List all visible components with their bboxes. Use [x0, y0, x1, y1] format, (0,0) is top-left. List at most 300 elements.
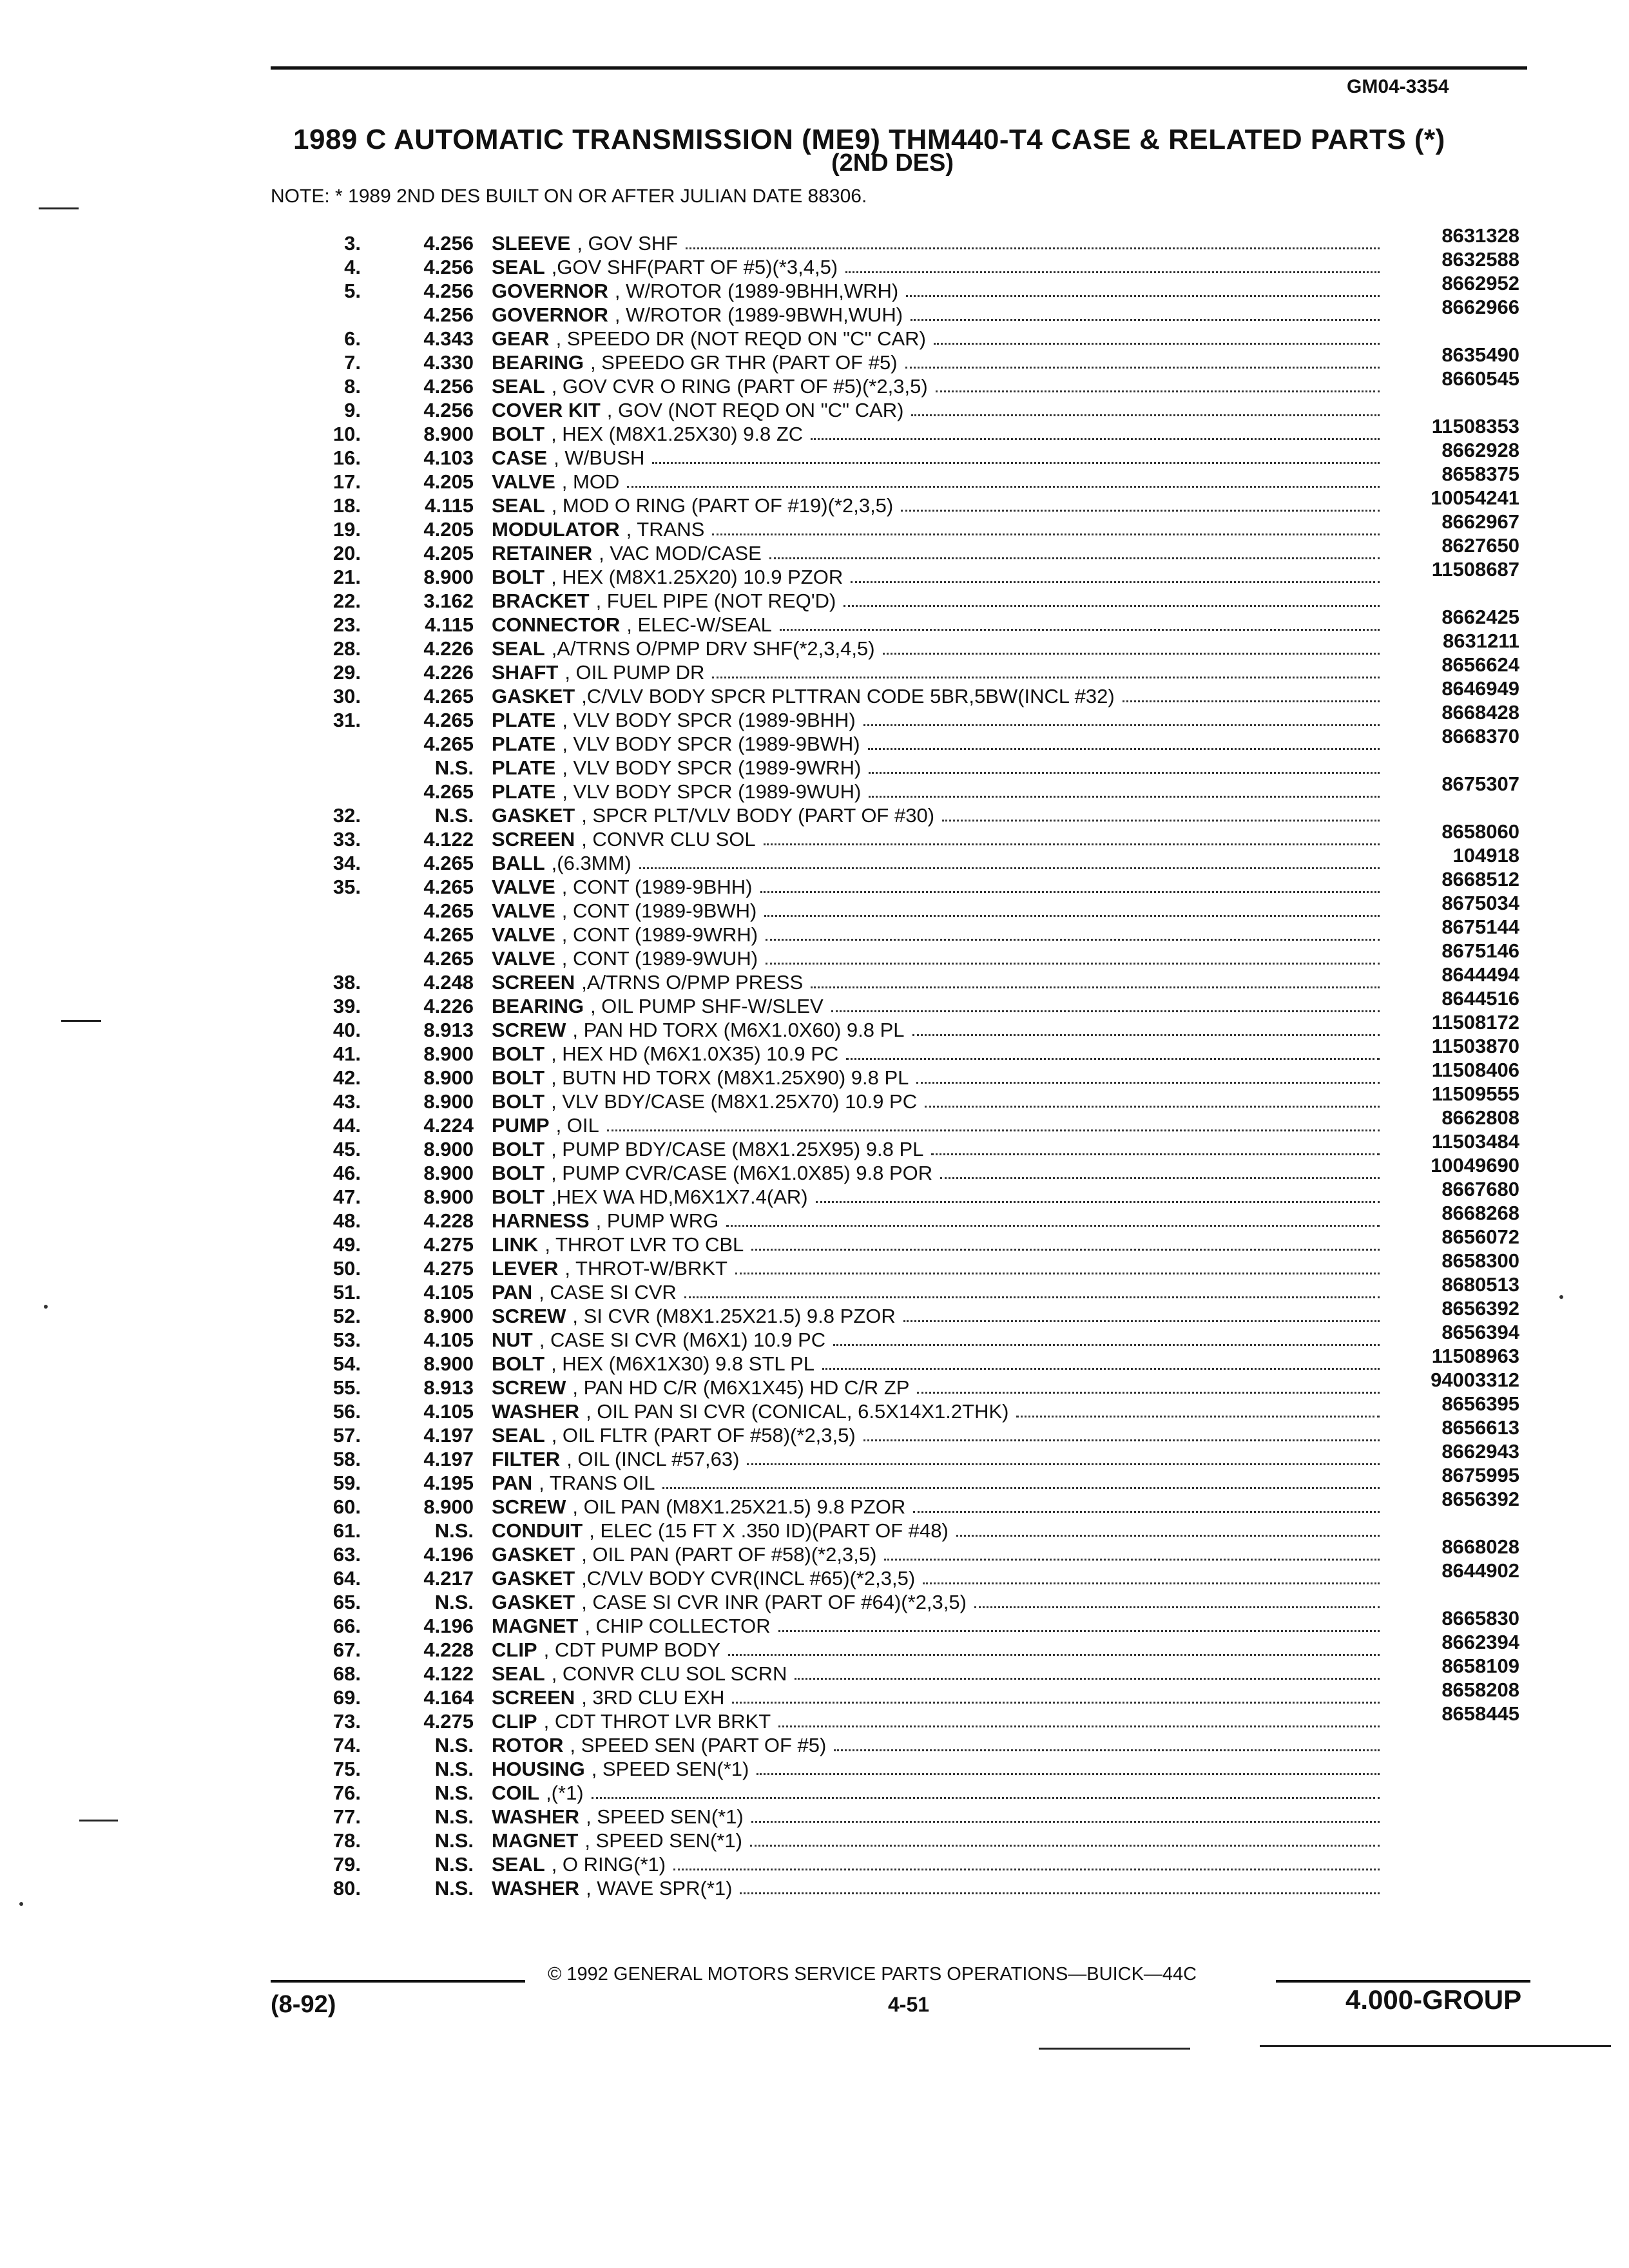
part-row: [0, 272, 1629, 303]
ref-number: 17.: [333, 470, 361, 493]
group-number: 8.900: [423, 1138, 474, 1160]
dot-leader: [869, 780, 1380, 798]
dot-leader: [942, 804, 1380, 822]
page-subtitle: (2ND DES): [831, 149, 954, 177]
part-row: [0, 224, 1629, 256]
part-name: GASKET: [492, 1591, 575, 1613]
part-description: [492, 1734, 1387, 1757]
part-description: [492, 1257, 1387, 1280]
part-description: [492, 947, 1387, 970]
dot-leader: [684, 1281, 1380, 1298]
dot-leader: [726, 1209, 1380, 1227]
part-name: GOVERNOR: [492, 280, 608, 302]
part-number: 8644516: [1441, 987, 1519, 1010]
part-description: [492, 1090, 1387, 1113]
ref-number: 23.: [333, 613, 361, 636]
part-detail: , THROT-W/BRKT: [564, 1257, 728, 1280]
dot-leader: [912, 1019, 1380, 1036]
margin-mark: [39, 207, 79, 209]
part-row: [0, 1035, 1629, 1066]
part-number: 8662425: [1441, 606, 1519, 628]
part-row: [0, 653, 1629, 685]
dot-leader: [728, 1639, 1380, 1656]
part-number: 94003312: [1431, 1369, 1519, 1391]
ref-number: 79.: [333, 1853, 361, 1876]
group-number: N.S.: [434, 1853, 474, 1876]
part-row: [0, 399, 1629, 423]
part-name: BOLT: [492, 566, 545, 588]
part-name: VALVE: [492, 876, 555, 898]
group-number: N.S.: [434, 1519, 474, 1542]
dot-leader: [906, 280, 1380, 297]
dot-leader: [780, 613, 1380, 631]
part-name: BALL: [492, 852, 545, 874]
part-row: [0, 1607, 1629, 1639]
dot-leader: [901, 494, 1380, 512]
part-detail: , OIL PUMP SHF-W/SLEV: [590, 995, 824, 1017]
part-name: MODULATOR: [492, 518, 620, 541]
document-code: GM04-3354: [1347, 76, 1449, 97]
dot-leader: [846, 1043, 1380, 1060]
dot-leader: [936, 375, 1380, 392]
part-name: ROTOR: [492, 1734, 564, 1756]
part-number: 11508406: [1431, 1059, 1519, 1081]
part-row: [0, 1130, 1629, 1162]
part-number: 11503484: [1431, 1130, 1519, 1153]
part-name: PAN: [492, 1472, 533, 1494]
part-description: [492, 1424, 1387, 1447]
part-row: [0, 1829, 1629, 1853]
part-detail: , MOD O RING (PART OF #19)(*2,3,5): [551, 494, 894, 517]
ref-number: 67.: [333, 1639, 361, 1661]
part-name: HARNESS: [492, 1209, 590, 1232]
part-name: SEAL: [492, 1662, 545, 1685]
part-detail: , W/ROTOR (1989-9BWH,WUH): [614, 303, 903, 326]
part-detail: , VLV BDY/CASE (M8X1.25X70) 10.9 PC: [551, 1090, 918, 1113]
ref-number: 69.: [333, 1686, 361, 1709]
part-detail: , CDT PUMP BODY: [543, 1639, 721, 1661]
part-number: 11508687: [1431, 558, 1519, 581]
dot-leader: [811, 971, 1380, 988]
part-description: [492, 1209, 1387, 1233]
ref-number: 18.: [333, 494, 361, 517]
part-description: [492, 1376, 1387, 1399]
part-detail: , OIL PUMP DR: [564, 661, 705, 684]
dot-leader: [735, 1257, 1380, 1274]
ref-number: 52.: [333, 1305, 361, 1327]
part-name: PAN: [492, 1281, 533, 1303]
ref-number: 78.: [333, 1829, 361, 1852]
group-number: 4.226: [423, 637, 474, 660]
part-name: BOLT: [492, 1090, 545, 1113]
group-number: 8.900: [423, 1186, 474, 1208]
group-number: 8.900: [423, 1495, 474, 1518]
part-description: [492, 399, 1387, 422]
ref-number: 19.: [333, 518, 361, 541]
part-description: [492, 828, 1387, 851]
part-name: CONDUIT: [492, 1519, 583, 1542]
part-detail: , W/ROTOR (1989-9BHH,WRH): [614, 280, 899, 302]
part-detail: ,GOV SHF(PART OF #5)(*3,4,5): [551, 256, 838, 278]
part-description: [492, 1472, 1387, 1495]
group-number: 4.226: [423, 995, 474, 1017]
part-row: [0, 1488, 1629, 1519]
part-row: [0, 701, 1629, 733]
ref-number: 35.: [333, 876, 361, 898]
part-number: 8675034: [1441, 892, 1519, 914]
ref-number: 33.: [333, 828, 361, 850]
part-row: [0, 463, 1629, 494]
part-detail: , CONT (1989-9BHH): [561, 876, 753, 898]
ref-number: 51.: [333, 1281, 361, 1303]
dot-leader: [851, 566, 1380, 583]
dot-leader: [740, 1877, 1380, 1894]
part-detail: , GOV (NOT REQD ON "C" CAR): [606, 399, 904, 421]
part-number: 8656395: [1441, 1392, 1519, 1415]
dot-leader: [732, 1686, 1380, 1704]
part-description: [492, 590, 1387, 613]
part-detail: , THROT LVR TO CBL: [545, 1233, 744, 1256]
part-row: [0, 1297, 1629, 1329]
part-description: [492, 876, 1387, 899]
part-row: [0, 773, 1629, 804]
part-name: GASKET: [492, 804, 575, 827]
group-number: 8.900: [423, 423, 474, 445]
part-row: [0, 1519, 1629, 1543]
part-description: [492, 303, 1387, 327]
part-row: [0, 1853, 1629, 1877]
ref-number: 41.: [333, 1043, 361, 1065]
part-row: [0, 963, 1629, 995]
part-row: [0, 1154, 1629, 1186]
group-label: 4.000-GROUP: [1345, 1984, 1522, 2015]
ref-number: 6.: [344, 327, 361, 350]
ref-number: 49.: [333, 1233, 361, 1256]
group-number: 4.256: [423, 256, 474, 278]
group-number: 4.343: [423, 327, 474, 350]
dot-leader: [764, 899, 1380, 917]
dot-leader: [913, 1495, 1380, 1513]
part-description: [492, 852, 1387, 875]
part-name: FILTER: [492, 1448, 561, 1470]
top-rule: [271, 66, 1527, 70]
part-description: [492, 1162, 1387, 1185]
part-detail: , SPEEDO GR THR (PART OF #5): [590, 351, 898, 374]
part-number: 8668268: [1441, 1202, 1519, 1224]
dot-leader: [627, 470, 1380, 488]
part-detail: , SPEED SEN(*1): [591, 1758, 749, 1780]
ref-number: 66.: [333, 1615, 361, 1637]
part-detail: ,C/VLV BODY SPCR PLTTRAN CODE 5BR,5BW(INCL #32): [581, 685, 1115, 707]
ref-number: 4.: [344, 256, 361, 278]
dot-leader: [916, 1066, 1380, 1084]
ref-number: 42.: [333, 1066, 361, 1089]
part-number: 8662943: [1441, 1440, 1519, 1463]
part-detail: , O RING(*1): [551, 1853, 666, 1876]
part-row: [0, 844, 1629, 876]
part-number: 8668028: [1441, 1535, 1519, 1558]
part-name: PUMP: [492, 1114, 550, 1137]
part-number: 8658375: [1441, 463, 1519, 485]
dot-leader: [868, 733, 1380, 750]
part-description: [492, 1686, 1387, 1709]
parts-list: [0, 224, 1629, 1901]
part-number: 8632588: [1441, 248, 1519, 271]
part-number: 8662952: [1441, 272, 1519, 294]
margin-mark: [1039, 2048, 1190, 2050]
part-name: SEAL: [492, 637, 545, 660]
part-row: [0, 868, 1629, 899]
dot-leader: [833, 1329, 1380, 1346]
part-number: 11509555: [1431, 1082, 1519, 1105]
group-number: 8.900: [423, 566, 474, 588]
part-description: [492, 1853, 1387, 1876]
part-number: 8662966: [1441, 296, 1519, 318]
part-row: [0, 1631, 1629, 1662]
dot-leader: [925, 1090, 1380, 1108]
part-description: [492, 494, 1387, 517]
margin-dot: [1559, 1295, 1563, 1299]
part-name: PLATE: [492, 780, 556, 803]
part-number: 8635490: [1441, 343, 1519, 366]
dot-leader: [1016, 1400, 1380, 1418]
part-detail: , TRANS: [626, 518, 705, 541]
part-number: 8644494: [1441, 963, 1519, 986]
ref-number: 55.: [333, 1376, 361, 1399]
dot-leader: [911, 399, 1380, 416]
part-detail: ,A/TRNS O/PMP PRESS: [581, 971, 804, 994]
ref-number: 75.: [333, 1758, 361, 1780]
part-description: [492, 1281, 1387, 1304]
dot-leader: [750, 1829, 1380, 1847]
part-row: [0, 1059, 1629, 1090]
part-description: [492, 709, 1387, 732]
part-detail: ,C/VLV BODY CVR(INCL #65)(*2,3,5): [581, 1567, 916, 1590]
part-row: [0, 1392, 1629, 1424]
ref-number: 10.: [333, 423, 361, 445]
group-number: 4.205: [423, 542, 474, 564]
part-number: 10049690: [1431, 1154, 1519, 1177]
dot-leader: [905, 351, 1380, 369]
ref-number: 44.: [333, 1114, 361, 1137]
ref-number: 30.: [333, 685, 361, 707]
part-name: SEAL: [492, 494, 545, 517]
part-description: [492, 1138, 1387, 1161]
part-name: SCREW: [492, 1305, 566, 1327]
group-number: 4.217: [423, 1567, 474, 1590]
group-number: 4.275: [423, 1233, 474, 1256]
group-number: 4.105: [423, 1329, 474, 1351]
ref-number: 39.: [333, 995, 361, 1017]
part-row: [0, 1321, 1629, 1352]
part-row: [0, 1369, 1629, 1400]
part-row: [0, 367, 1629, 399]
part-detail: , HEX HD (M6X1.0X35) 10.9 PC: [551, 1043, 839, 1065]
part-description: [492, 1591, 1387, 1614]
part-name: CASE: [492, 447, 548, 469]
part-row: [0, 1440, 1629, 1472]
ref-number: 34.: [333, 852, 361, 874]
ref-number: 40.: [333, 1019, 361, 1041]
part-row: [0, 1559, 1629, 1591]
part-number: 8656392: [1441, 1297, 1519, 1320]
ref-number: 43.: [333, 1090, 361, 1113]
dot-leader: [795, 1662, 1380, 1680]
group-number: 4.205: [423, 470, 474, 493]
part-number: 8662967: [1441, 510, 1519, 533]
part-detail: , SPEED SEN(*1): [584, 1829, 742, 1852]
part-number: 8631211: [1443, 629, 1519, 652]
dot-leader: [652, 447, 1380, 464]
dot-leader: [863, 1424, 1380, 1441]
ref-number: 63.: [333, 1543, 361, 1566]
dot-leader: [940, 1162, 1380, 1179]
part-detail: , SI CVR (M8X1.25X21.5) 9.8 PZOR: [572, 1305, 896, 1327]
part-name: BEARING: [492, 995, 584, 1017]
part-number: 8675995: [1441, 1464, 1519, 1486]
part-number: 8656392: [1441, 1488, 1519, 1510]
part-description: [492, 804, 1387, 827]
part-detail: , SPEED SEN (PART OF #5): [570, 1734, 827, 1756]
group-number: 4.196: [423, 1615, 474, 1637]
part-detail: , SPEED SEN(*1): [586, 1805, 744, 1828]
group-number: N.S.: [434, 1734, 474, 1756]
part-detail: , WAVE SPR(*1): [586, 1877, 733, 1899]
part-name: SCREEN: [492, 971, 575, 994]
part-number: 8675307: [1441, 773, 1519, 795]
part-row: [0, 1655, 1629, 1686]
footer-left-rule: [271, 1980, 525, 1983]
part-row: [0, 415, 1629, 447]
part-description: [492, 661, 1387, 684]
part-detail: , OIL PAN (PART OF #58)(*2,3,5): [581, 1543, 877, 1566]
part-description: [492, 280, 1387, 303]
part-description: [492, 613, 1387, 637]
part-name: WASHER: [492, 1400, 580, 1423]
group-number: 4.256: [423, 280, 474, 302]
ref-number: 58.: [333, 1448, 361, 1470]
part-detail: , CASE SI CVR INR (PART OF #64)(*2,3,5): [581, 1591, 967, 1613]
dot-leader: [956, 1519, 1380, 1537]
part-description: [492, 637, 1387, 660]
part-description: [492, 923, 1387, 947]
part-detail: , PAN HD TORX (M6X1.0X60) 9.8 PL: [572, 1019, 905, 1041]
part-detail: , PUMP CVR/CASE (M6X1.0X85) 9.8 POR: [551, 1162, 933, 1184]
part-row: [0, 1464, 1629, 1495]
part-name: HOUSING: [492, 1758, 585, 1780]
group-number: 4.115: [425, 494, 474, 517]
part-description: [492, 232, 1387, 255]
part-detail: , VLV BODY SPCR (1989-9WUH): [562, 780, 862, 803]
group-number: 8.913: [423, 1019, 474, 1041]
dot-leader: [766, 947, 1380, 965]
margin-dot: [44, 1305, 48, 1309]
part-name: NUT: [492, 1329, 533, 1351]
group-number: N.S.: [434, 1782, 474, 1804]
footer-right-rule: [1276, 1980, 1530, 1983]
part-description: [492, 1615, 1387, 1638]
ref-number: 74.: [333, 1734, 361, 1756]
group-number: N.S.: [434, 1758, 474, 1780]
part-description: [492, 1019, 1387, 1042]
ref-number: 54.: [333, 1352, 361, 1375]
part-number: 8658300: [1441, 1249, 1519, 1272]
part-row: [0, 1877, 1629, 1901]
group-number: 8.900: [423, 1162, 474, 1184]
part-description: [492, 1400, 1387, 1423]
part-number: 11503870: [1431, 1035, 1519, 1057]
part-name: GOVERNOR: [492, 303, 608, 326]
ref-number: 31.: [333, 709, 361, 731]
part-name: BOLT: [492, 423, 545, 445]
part-number: 8660545: [1441, 367, 1519, 390]
part-name: CLIP: [492, 1639, 537, 1661]
margin-dot: [19, 1902, 23, 1906]
dot-leader: [673, 1853, 1380, 1870]
part-detail: , OIL PAN SI CVR (CONICAL, 6.5X14X1.2THK): [586, 1400, 1009, 1423]
part-description: [492, 1329, 1387, 1352]
group-number: 8.900: [423, 1066, 474, 1089]
ref-number: 32.: [333, 804, 361, 827]
part-row: [0, 296, 1629, 327]
part-description: [492, 542, 1387, 565]
date-code: (8-92): [271, 1991, 336, 2018]
part-row: [0, 1273, 1629, 1305]
part-detail: , VLV BODY SPCR (1989-9BWH): [562, 733, 860, 755]
dot-leader: [869, 756, 1380, 774]
dot-leader: [1123, 685, 1380, 702]
part-row: [0, 534, 1629, 566]
part-row: [0, 1758, 1629, 1782]
part-row: [0, 343, 1629, 375]
part-description: [492, 1543, 1387, 1566]
part-name: MAGNET: [492, 1829, 579, 1852]
dot-leader: [751, 1805, 1380, 1823]
part-number: 8668512: [1441, 868, 1519, 890]
ref-number: 61.: [333, 1519, 361, 1542]
part-name: WASHER: [492, 1877, 580, 1899]
part-row: [0, 1106, 1629, 1138]
group-number: 4.105: [423, 1281, 474, 1303]
dot-leader: [764, 828, 1380, 845]
part-number: 8675144: [1441, 916, 1519, 938]
dot-leader: [751, 1233, 1380, 1251]
part-number: 8668428: [1441, 701, 1519, 724]
group-number: 8.900: [423, 1352, 474, 1375]
part-detail: , CDT THROT LVR BRKT: [543, 1710, 771, 1733]
part-name: SCREW: [492, 1019, 566, 1041]
part-name: BOLT: [492, 1043, 545, 1065]
group-number: 4.265: [423, 709, 474, 731]
part-row: [0, 248, 1629, 280]
group-number: 8.900: [423, 1043, 474, 1065]
part-detail: , VLV BODY SPCR (1989-9WRH): [562, 756, 862, 779]
copyright: © 1992 GENERAL MOTORS SERVICE PARTS OPERATIONS—BUICK—44C: [548, 1964, 1197, 1984]
part-name: SEAL: [492, 256, 545, 278]
part-description: [492, 1782, 1387, 1805]
margin-mark: [79, 1820, 118, 1821]
part-description: [492, 1186, 1387, 1209]
group-number: 4.164: [423, 1686, 474, 1709]
part-number: 10054241: [1431, 486, 1519, 509]
part-description: [492, 447, 1387, 470]
part-row: [0, 1416, 1629, 1448]
ref-number: 28.: [333, 637, 361, 660]
part-detail: , VAC MOD/CASE: [599, 542, 762, 564]
dot-leader: [845, 256, 1380, 273]
part-description: [492, 1567, 1387, 1590]
part-row: [0, 1782, 1629, 1805]
